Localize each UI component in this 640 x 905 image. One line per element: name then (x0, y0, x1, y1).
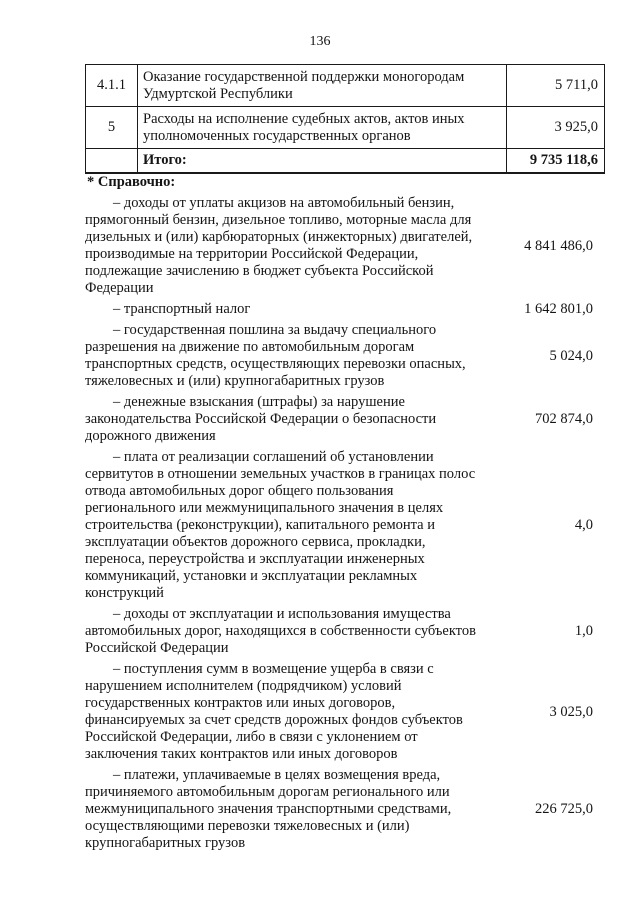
reference-item (85, 301, 605, 318)
reference-heading: * Справочно: (87, 174, 176, 190)
reference-item-line: дизельных и (или) карбюраторных (инжекторных) двигателей, (85, 229, 473, 245)
reference-item-line: переноса, переустройства и эксплуатации инженерных (85, 551, 425, 567)
reference-item-text (85, 606, 485, 657)
reference-item-line: межмуниципального значения транспортными средствами, (85, 801, 452, 817)
reference-item-line: – поступления сумм в возмещение ущерба в связи с (113, 661, 434, 677)
reference-item-line: Российской Федерации, либо в связи с уклонением от (85, 729, 418, 745)
reference-item-text (85, 767, 485, 852)
reference-item-line: прямогонный бензин, дизельное топливо, моторные масла для (85, 212, 472, 228)
reference-item-line: – платежи, уплачиваемые в целях возмещения вреда, (113, 767, 441, 783)
reference-item-line: Федерации (85, 280, 154, 296)
reference-item-value: 226 725,0 (535, 801, 593, 817)
reference-item-text (85, 301, 485, 318)
reference-item-value: 1 642 801,0 (524, 301, 593, 317)
reference-item-text (85, 195, 485, 297)
reference-item-line: – плата от реализации соглашений об установлении (113, 449, 434, 465)
reference-item-line: автомобильных дорог, находящихся в собственности субъектов (85, 623, 476, 639)
reference-item-text (85, 394, 485, 445)
reference-item-line: подлежащие зачислению в бюджет субъекта Российской (85, 263, 434, 279)
reference-item-line: строительства (реконструкции), капитального ремонта и (85, 517, 436, 533)
reference-item-value: 4,0 (574, 517, 593, 533)
reference-item-line: дорожного движения (85, 428, 216, 444)
reference-item-line: причиняемого автомобильным дорогам регионального или (85, 784, 450, 800)
reference-item (85, 195, 605, 297)
reference-item-line: отвода автомобильных дорог общего пользования (85, 483, 394, 499)
reference-item-line: Российской Федерации (85, 640, 229, 656)
total-value: 9 735 118,6 (507, 149, 605, 174)
reference-item-text (85, 661, 485, 763)
reference-item-line: – государственная пошлина за выдачу специального (113, 322, 437, 338)
reference-item (85, 767, 605, 852)
reference-item (85, 322, 605, 390)
budget-table (85, 64, 605, 174)
reference-item-line: – доходы от эксплуатации и использования имущества (113, 606, 451, 622)
row-name: Расходы на исполнение судебных актов, актов иных уполномоченных государственных органов (138, 107, 507, 149)
reference-item-line: законодательства Российской Федерации о безопасности (85, 411, 437, 427)
row-name: Оказание государственной поддержки моногородам Удмуртской Республики (138, 65, 507, 107)
reference-item-line: тяжеловесных и (или) крупногабаритных грузов (85, 373, 385, 389)
reference-item-line: заключения таких контрактов или иных договоров (85, 746, 398, 762)
reference-item-text (85, 322, 485, 390)
reference-item-line: коммуникаций, установки и эксплуатации рекламных (85, 568, 418, 584)
reference-item-line: – транспортный налог (113, 301, 251, 317)
row-number (86, 149, 138, 174)
table-row (86, 107, 605, 149)
reference-item-line: конструкций (85, 585, 164, 601)
table-row (86, 65, 605, 107)
reference-item-line: транспортных средств, осуществляющих перевозки опасных, (85, 356, 466, 372)
row-value: 3 925,0 (507, 107, 605, 149)
reference-item-line: производимые на территории Российской Федерации, (85, 246, 419, 262)
reference-item-line: разрешения на движение по автомобильным дорогам (85, 339, 415, 355)
reference-item-line: эксплуатации объектов дорожного сервиса, прокладки, (85, 534, 426, 550)
reference-item (85, 606, 605, 657)
reference-item-value: 1,0 (574, 623, 593, 639)
reference-item (85, 449, 605, 602)
reference-item-value: 702 874,0 (535, 411, 593, 427)
reference-item-line: государственных контрактов или иных договоров, (85, 695, 396, 711)
reference-item-line: сервитутов в отношении земельных участков в границах полос (85, 466, 476, 482)
page-number: 136 (309, 34, 331, 49)
row-number: 4.1.1 (86, 65, 138, 107)
total-label: Итого: (138, 149, 507, 174)
reference-item-value: 5 024,0 (549, 347, 593, 364)
reference-item-line: крупногабаритных грузов (85, 835, 246, 851)
reference-item (85, 661, 605, 763)
reference-item-value: 3 025,0 (549, 703, 593, 720)
reference-list (85, 195, 605, 852)
reference-item-line: нарушением исполнителем (подрядчиком) условий (85, 678, 402, 694)
row-value: 5 711,0 (507, 65, 605, 107)
reference-item-line: регионального или межмуниципального значения в целях (85, 500, 444, 516)
reference-item-line: финансируемых за счет средств дорожных фондов субъектов (85, 712, 463, 728)
total-row (86, 149, 605, 174)
reference-item-line: осуществляющими перевозки тяжеловесных и (или) (85, 818, 410, 834)
reference-item-value: 4 841 486,0 (524, 237, 593, 254)
reference-item-line: – денежные взыскания (штрафы) за нарушение (113, 394, 405, 410)
reference-item-text (85, 449, 485, 602)
row-number: 5 (86, 107, 138, 149)
reference-item (85, 394, 605, 445)
reference-item-line: – доходы от уплаты акцизов на автомобильный бензин, (113, 195, 455, 211)
reference-section (85, 174, 605, 852)
